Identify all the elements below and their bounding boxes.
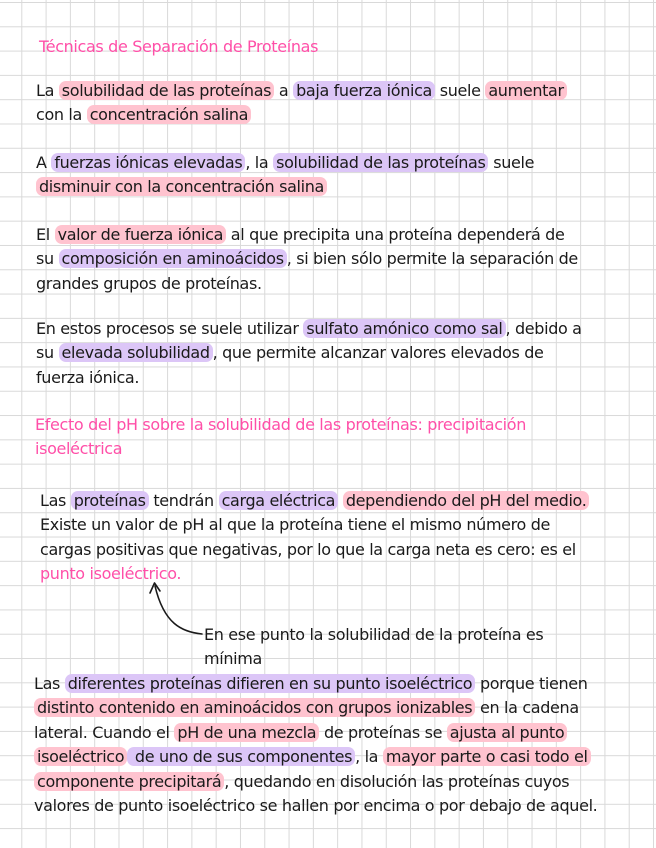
text: grandes grupos de proteínas. <box>36 273 262 293</box>
highlight-violet: diferentes proteínas difieren en su punto isoeléctrico <box>65 674 475 693</box>
highlight-violet: proteínas <box>71 491 149 510</box>
text: , la <box>245 153 274 172</box>
text: valores de punto isoeléctrico se hallen por encima o por debajo de aquel. <box>34 796 598 816</box>
text: su <box>36 343 59 363</box>
text: , que permite alcanzar valores elevados de <box>212 343 544 363</box>
text: A <box>36 153 52 172</box>
text: suele <box>435 81 486 100</box>
paragraph-3 <box>36 223 651 296</box>
text: suele <box>488 153 535 172</box>
text: Existe un valor de pH al que la proteína tiene el mismo número de <box>40 515 551 535</box>
highlight-pink: disminuir con la concentración salina <box>36 177 327 196</box>
text: Las <box>34 674 65 693</box>
text: con la <box>36 105 87 125</box>
highlight-pink: mayor parte o casi todo el <box>383 747 591 766</box>
text: , quedando en disolución las proteínas cuyos <box>224 771 570 791</box>
paragraph-4 <box>36 317 651 390</box>
highlight-pink: isoeléctrico <box>34 747 127 766</box>
text: de proteínas se <box>319 722 447 742</box>
text: La <box>36 81 59 100</box>
text: Las <box>40 491 71 510</box>
highlight-violet: baja fuerza iónica <box>293 81 435 100</box>
paragraph-5 <box>40 489 652 587</box>
highlight-pink: distinto contenido en aminoácidos con grupos ionizables <box>34 698 475 717</box>
paragraph-6 <box>34 672 654 818</box>
paragraph-1 <box>36 79 651 128</box>
highlight-violet: carga eléctrica <box>219 491 339 510</box>
text: , si bien sólo permite la separación de <box>286 249 578 269</box>
note-line: mínima <box>204 649 262 669</box>
title-line: isoeléctrica <box>35 439 123 459</box>
note-line: En ese punto la solubilidad de la proteína es <box>204 625 544 644</box>
text: tendrán <box>148 491 219 510</box>
title-tecnicas-separacion: Técnicas de Separación de Proteínas <box>39 37 319 56</box>
highlight-pink: pH de una mezcla <box>174 723 319 742</box>
curved-arrow-icon <box>142 578 206 638</box>
highlight-pink: concentración salina <box>87 105 251 124</box>
text: a <box>274 81 294 100</box>
highlight-violet: solubilidad de las proteínas <box>273 153 488 172</box>
title-line: Efecto del pH sobre la solubilidad de las proteínas: precipitación <box>35 415 526 434</box>
text: En estos procesos se suele utilizar <box>36 319 304 338</box>
highlight-violet: de uno de sus componentes <box>127 747 355 766</box>
highlight-pink: dependiendo del pH del medio. <box>343 491 590 510</box>
highlight-violet: elevada solubilidad <box>59 343 213 362</box>
highlight-pink: componente precipitará <box>34 772 224 791</box>
highlight-pink: aumentar <box>485 81 566 100</box>
text: su <box>36 249 59 269</box>
highlight-pink: solubilidad de las proteínas <box>59 81 274 100</box>
text: cargas positivas que negativas, por lo que la carga neta es cero: es el <box>40 539 576 559</box>
text: al que precipita una proteína dependerá de <box>226 225 565 244</box>
highlight-violet: sulfato amónico como sal <box>303 319 505 338</box>
highlight-pink: valor de fuerza iónica <box>55 225 226 244</box>
text: El <box>36 225 55 244</box>
highlight-violet: fuerzas iónicas elevadas <box>51 153 245 172</box>
text: , debido a <box>505 319 582 338</box>
annotation-note <box>204 623 644 672</box>
text: , la <box>355 747 383 767</box>
paragraph-2 <box>36 151 651 200</box>
highlight-violet: composición en aminoácidos <box>59 249 287 268</box>
punto-isoelectrico-term: punto isoeléctrico. <box>40 564 182 584</box>
text: en la cadena <box>475 698 579 718</box>
text: fuerza iónica. <box>36 367 140 387</box>
text: lateral. Cuando el <box>34 722 175 742</box>
title-efecto-ph <box>35 413 650 462</box>
text: porque tienen <box>475 674 588 693</box>
highlight-pink: ajusta al punto <box>447 723 567 742</box>
